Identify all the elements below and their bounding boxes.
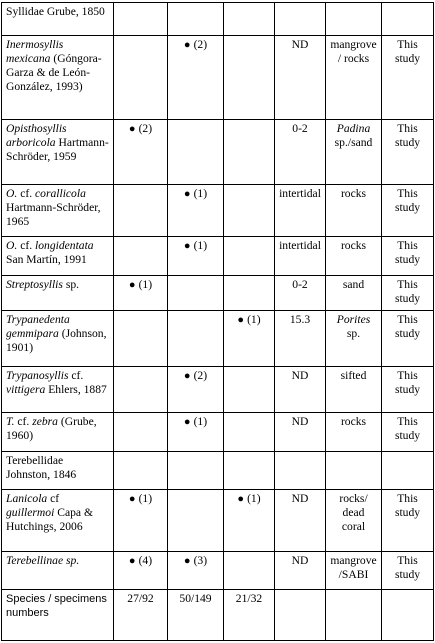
occurrence-dot-icon: ●	[128, 555, 136, 567]
depth-cell	[275, 36, 326, 120]
taxon-cell	[2, 367, 114, 413]
taxon-cell	[2, 311, 114, 367]
occurrence-cell	[224, 276, 275, 311]
reference-value: This study	[394, 313, 421, 341]
occurrence-cell	[168, 311, 224, 367]
occurrence-cell	[224, 490, 275, 552]
occurrence-cell	[168, 120, 224, 185]
totals-cell	[224, 590, 275, 641]
reference-cell	[382, 237, 434, 276]
occurrence-count: (2)	[193, 38, 208, 51]
empty-cell	[275, 590, 326, 641]
depth-value: ND	[291, 415, 309, 428]
substrate-cell	[326, 3, 382, 36]
taxon-authority: San Martín, 1991	[6, 253, 87, 267]
taxon-epithet: longidentata	[35, 239, 94, 252]
occurrence-cell	[168, 276, 224, 311]
depth-value: intertidal	[279, 239, 321, 252]
taxon-cell	[2, 452, 114, 490]
reference-value: This study	[394, 554, 421, 582]
depth-cell	[275, 413, 326, 452]
occurrence-cell	[168, 367, 224, 413]
substrate-cell	[326, 36, 382, 120]
occurrence-count: (3)	[193, 554, 208, 567]
taxon-authority: Capa & Hutchings, 2006	[6, 506, 93, 534]
taxon-cell	[2, 120, 114, 185]
occurrence-cell	[224, 3, 275, 36]
occurrence-dot-icon: ●	[183, 188, 191, 200]
occurrence-cell	[114, 36, 168, 120]
depth-value: ND	[291, 554, 309, 567]
depth-value: ND	[291, 492, 309, 505]
depth-cell	[275, 311, 326, 367]
depth-value: 0-2	[292, 278, 308, 291]
depth-cell	[275, 120, 326, 185]
substrate-cell	[326, 120, 382, 185]
table-row	[2, 276, 434, 311]
depth-cell	[275, 276, 326, 311]
taxon-authority: (Grube, 1960)	[6, 415, 97, 443]
depth-value: ND	[291, 369, 309, 382]
taxon-qualifier: cf.	[71, 369, 84, 382]
taxon-name: Trypanedenta gemmipara	[6, 313, 70, 341]
reference-value: This study	[394, 492, 421, 520]
taxon-cell	[2, 552, 114, 590]
table-row	[2, 552, 434, 590]
substrate-value: mangrove /SABI	[330, 554, 377, 582]
reference-cell	[382, 311, 434, 367]
reference-value: This study	[394, 122, 421, 150]
table-row	[2, 3, 434, 36]
occurrence-dot-icon: ●	[128, 123, 136, 135]
species-table-body	[2, 3, 434, 641]
table-row	[2, 185, 434, 237]
depth-cell	[275, 452, 326, 490]
occurrence-cell	[114, 311, 168, 367]
substrate-cell	[326, 452, 382, 490]
reference-value: This study	[394, 278, 421, 306]
substrate-value: sp.	[346, 327, 361, 341]
substrate-cell	[326, 311, 382, 367]
taxon-name: Trypanosyllis	[6, 369, 69, 382]
taxon-qualifier: cf.	[20, 187, 33, 200]
reference-cell	[382, 452, 434, 490]
substrate-value: rocks	[340, 239, 367, 252]
substrate-cell	[326, 367, 382, 413]
taxon-name: O.	[6, 239, 18, 252]
substrate-cell	[326, 552, 382, 590]
reference-cell	[382, 120, 434, 185]
substrate-cell	[326, 276, 382, 311]
occurrence-cell	[114, 185, 168, 237]
totals-cell	[114, 590, 168, 641]
occurrence-dot-icon: ●	[128, 279, 136, 291]
reference-cell	[382, 3, 434, 36]
empty-cell	[382, 590, 434, 641]
occurrence-dot-icon: ●	[128, 493, 136, 505]
occurrence-cell	[168, 490, 224, 552]
reference-cell	[382, 276, 434, 311]
depth-value: ND	[291, 38, 309, 51]
table-row	[2, 120, 434, 185]
taxon-qualifier: Terebellidae Johnston, 1846	[6, 454, 77, 482]
taxon-cell	[2, 36, 114, 120]
taxon-epithet: sp.	[66, 554, 80, 567]
substrate-value: mangrove / rocks	[330, 38, 377, 66]
reference-cell	[382, 185, 434, 237]
empty-cell	[326, 590, 382, 641]
occurrence-cell	[114, 120, 168, 185]
occurrence-count: (2)	[138, 122, 153, 135]
taxon-qualifier: Syllidae Grube, 1850	[6, 5, 105, 18]
substrate-value: sifted	[340, 369, 367, 382]
depth-cell	[275, 367, 326, 413]
occurrence-cell	[114, 452, 168, 490]
reference-value: This study	[394, 415, 421, 443]
taxon-name: Inermosyllis mexicana	[6, 38, 64, 66]
occurrence-cell	[224, 311, 275, 367]
occurrence-cell	[168, 552, 224, 590]
occurrence-cell	[114, 276, 168, 311]
taxon-cell	[2, 3, 114, 36]
occurrence-cell	[224, 120, 275, 185]
substrate-genus: Padina	[336, 122, 371, 135]
occurrence-cell	[224, 452, 275, 490]
occurrence-cell	[168, 452, 224, 490]
taxon-qualifier: cf.	[20, 239, 33, 252]
occurrence-dot-icon: ●	[237, 314, 245, 326]
occurrence-count: (1)	[138, 492, 153, 505]
substrate-value: rocks/ dead coral	[339, 492, 368, 534]
occurrence-cell	[224, 413, 275, 452]
occurrence-cell	[224, 367, 275, 413]
totals-value: 27/92	[127, 592, 154, 605]
totals-label: Species / specimens numbers	[6, 593, 107, 620]
occurrence-dot-icon: ●	[183, 240, 191, 252]
table-row	[2, 36, 434, 120]
substrate-value: sand	[342, 278, 365, 291]
occurrence-dot-icon: ●	[183, 39, 191, 51]
totals-cell	[168, 590, 224, 641]
reference-cell	[382, 367, 434, 413]
taxon-qualifier: sp.	[65, 278, 80, 291]
taxon-name: O.	[6, 187, 18, 200]
depth-value: 0-2	[292, 122, 308, 135]
taxon-qualifier: Hartmann-Schröder, 1959	[6, 136, 109, 164]
totals-label-cell	[2, 590, 114, 641]
taxon-qualifier: cf	[50, 492, 60, 505]
occurrence-cell	[168, 237, 224, 276]
reference-value: This study	[394, 187, 421, 215]
totals-row	[2, 590, 434, 641]
occurrence-count: (1)	[193, 415, 208, 428]
taxon-cell	[2, 413, 114, 452]
taxon-epithet: guillermoi	[6, 506, 55, 520]
table-row	[2, 452, 434, 490]
reference-cell	[382, 36, 434, 120]
occurrence-cell	[114, 237, 168, 276]
depth-cell	[275, 490, 326, 552]
reference-value: This study	[394, 239, 421, 267]
reference-value: This study	[394, 38, 421, 66]
occurrence-count: (2)	[193, 369, 208, 382]
occurrence-cell	[114, 3, 168, 36]
taxon-epithet: corallicola	[35, 187, 86, 200]
occurrence-count: (1)	[247, 492, 261, 505]
occurrence-cell	[224, 185, 275, 237]
occurrence-cell	[114, 552, 168, 590]
reference-cell	[382, 413, 434, 452]
reference-value: This study	[394, 369, 421, 397]
occurrence-count: (1)	[193, 239, 208, 252]
taxon-qualifier: (Johnson, 1901)	[6, 327, 107, 355]
depth-cell	[275, 185, 326, 237]
taxon-qualifier: (Góngora-Garza & de León-González, 1993)	[6, 52, 102, 94]
taxon-cell	[2, 490, 114, 552]
taxon-name: Opisthosyllis arboricola	[6, 122, 67, 150]
depth-cell	[275, 552, 326, 590]
table-row	[2, 311, 434, 367]
substrate-value: rocks	[340, 415, 367, 428]
occurrence-cell	[114, 490, 168, 552]
occurrence-dot-icon: ●	[183, 370, 191, 382]
occurrence-cell	[224, 237, 275, 276]
occurrence-count: (1)	[193, 187, 208, 200]
depth-value: intertidal	[279, 187, 321, 200]
occurrence-count: (4)	[138, 554, 153, 567]
taxon-cell	[2, 276, 114, 311]
occurrence-dot-icon: ●	[183, 416, 191, 428]
occurrence-cell	[168, 413, 224, 452]
occurrence-count: (1)	[247, 313, 261, 326]
occurrence-dot-icon: ●	[237, 493, 245, 505]
taxon-name: Lanicola	[6, 492, 48, 505]
reference-cell	[382, 490, 434, 552]
table-row	[2, 237, 434, 276]
taxon-qualifier: cf.	[17, 415, 30, 428]
depth-value: 15.3	[289, 313, 311, 326]
occurrence-cell	[168, 36, 224, 120]
occurrence-cell	[168, 185, 224, 237]
taxon-epithet: vittigera	[6, 383, 46, 397]
depth-cell	[275, 3, 326, 36]
occurrence-count: (1)	[138, 278, 153, 291]
species-table	[1, 2, 434, 641]
substrate-value: rocks	[340, 187, 367, 200]
totals-value: 50/149	[179, 592, 212, 605]
taxon-cell	[2, 237, 114, 276]
totals-value: 21/32	[235, 592, 263, 605]
occurrence-cell	[168, 3, 224, 36]
occurrence-cell	[114, 367, 168, 413]
occurrence-cell	[114, 413, 168, 452]
taxon-epithet: zebra	[32, 415, 58, 428]
taxon-authority: Hartmann-Schröder, 1965	[6, 201, 101, 229]
table-row	[2, 490, 434, 552]
taxon-cell	[2, 185, 114, 237]
table-row	[2, 367, 434, 413]
occurrence-cell	[224, 36, 275, 120]
reference-cell	[382, 552, 434, 590]
substrate-cell	[326, 490, 382, 552]
taxon-name: T.	[6, 415, 15, 428]
table-row	[2, 413, 434, 452]
substrate-cell	[326, 237, 382, 276]
taxon-name: Terebellinae	[6, 554, 64, 567]
occurrence-dot-icon: ●	[183, 555, 191, 567]
taxon-name: Streptosyllis	[6, 278, 63, 291]
substrate-cell	[326, 185, 382, 237]
taxon-authority: Ehlers, 1887	[48, 383, 107, 397]
depth-cell	[275, 237, 326, 276]
occurrence-cell	[224, 552, 275, 590]
substrate-value: sp./sand	[334, 136, 373, 150]
substrate-cell	[326, 413, 382, 452]
substrate-genus: Porites	[336, 313, 371, 326]
